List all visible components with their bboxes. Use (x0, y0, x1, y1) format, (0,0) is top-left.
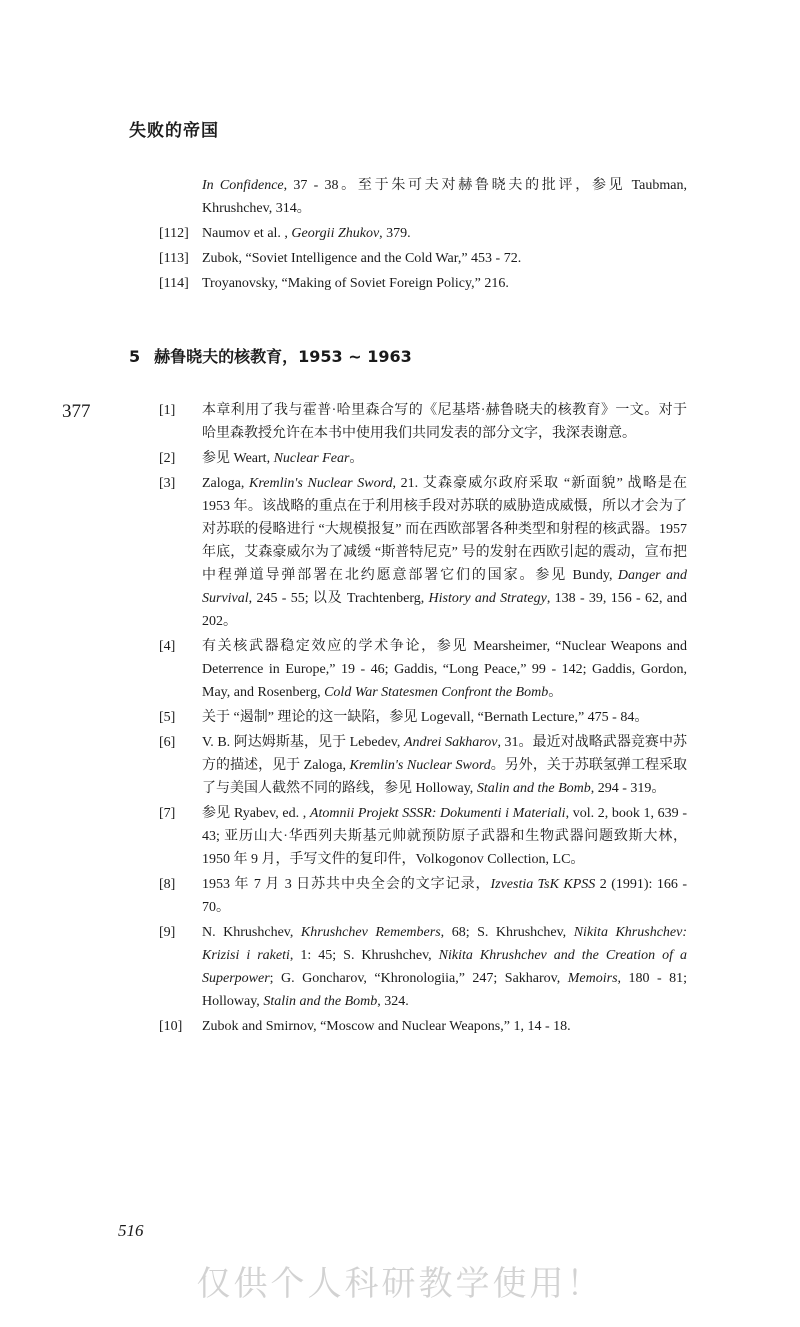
watermark: 仅供个人科研教学使用！ (196, 1264, 604, 1304)
footnote-text (202, 635, 687, 704)
footnote-title-italic: Kremlin's Nuclear Sword (349, 758, 491, 773)
footnote (159, 802, 687, 871)
footnote (159, 706, 687, 729)
footnote-title-italic: Khrushchev Remembers (300, 925, 441, 940)
footnote-title-italic: Georgii Zhukov (291, 226, 380, 241)
footnote-text (202, 272, 687, 295)
footnote-text (202, 174, 687, 220)
footnote-text (202, 247, 687, 270)
footnote-number: [7] (159, 806, 176, 821)
footnote-text (202, 802, 687, 871)
footnote (159, 873, 687, 919)
footnote (159, 1015, 687, 1038)
footnote-text-segment: , 324. (377, 994, 409, 1009)
footnote (159, 272, 687, 295)
footnote-text (202, 731, 687, 800)
footnote-number: [8] (159, 877, 176, 892)
footnote-text-segment: 有关核武器稳定效应的学术争论，参见 Mearsheimer, “Nuclear Weapons and Deterrence in Europe,” 19 - 46; Gaddis, “Long Peace,” 99 - 142; Gaddis, Gordon, May, and Rosenberg, (202, 639, 687, 700)
running-head: 失败的帝国 (129, 121, 219, 141)
footnote-text (202, 447, 687, 470)
footnote (159, 921, 687, 1013)
footnote-text (202, 873, 687, 919)
footnote (159, 174, 687, 220)
footnote-title-italic: Nikita Khrushchev and the Creation of a Superpower (202, 948, 687, 986)
footnote-number: [1] (159, 403, 176, 418)
footnote-number: [114] (159, 276, 189, 291)
footnote-title-italic: Memoirs (567, 971, 618, 986)
footnote-title-italic: Izvestia TsK KPSS (490, 877, 596, 892)
footnote-text-segment: , 180 - 81; Holloway, (202, 971, 687, 1009)
footnote-title-italic: Nikita Khrushchev: Krizisi i raketi (202, 925, 688, 963)
footnote-text-segment: , 294 - 319。 (590, 781, 666, 796)
footnote-text (202, 472, 687, 633)
footnote-title-italic: Stalin and the Bomb (263, 994, 378, 1009)
footnote-title-italic: Andrei Sakharov (403, 735, 498, 750)
footnote-title-italic: History and Strategy (428, 591, 547, 606)
footnote-title-italic: Danger and Survival (202, 568, 687, 606)
footnote-text-segment: 1953 年 7 月 3 日苏共中央全会的文字记录， (202, 877, 491, 892)
footnote-number: [5] (159, 710, 176, 725)
footnote (159, 447, 687, 470)
footnote (159, 247, 687, 270)
margin-page-reference: 377 (62, 401, 91, 422)
footnote-text-segment: Zubok, “Soviet Intelligence and the Cold War,” 453 - 72. (202, 251, 522, 266)
footnote-text-segment: , vol. 2, book 1, 639 - 43; 亚历山大·华西列夫斯基元帅就预防原子武器和生物武器问题致斯大林，1950 年 9 月，手写文件的复印件，Volkogonov Collection, LC。 (202, 806, 687, 867)
footnote (159, 222, 687, 245)
footnote-number: [9] (159, 925, 176, 940)
chapter-heading (129, 344, 412, 367)
footnote-text-segment: 。另外，关于苏联氢弹工程采取了与美国人截然不同的路线，参见 Holloway, (202, 758, 687, 796)
footnote-text-segment: , 68; S. Khrushchev, (440, 925, 574, 940)
footnote-text-segment: 参见 Weart, (202, 451, 274, 466)
footnote-text-segment: N. Khrushchev, (202, 925, 301, 940)
footnote-text-segment: 。 (548, 685, 563, 700)
footnote-text-segment: Zaloga, (202, 476, 250, 491)
chapter-notes-list (159, 399, 687, 1040)
footnote-text-segment: Zubok and Smirnov, “Moscow and Nuclear Weapons,” 1, 14 - 18. (202, 1019, 571, 1034)
footnote-text-segment: , 1: 45; S. Khrushchev, (289, 948, 439, 963)
footnote (159, 731, 687, 800)
footnote (159, 399, 687, 445)
footnote-title-italic: Cold War Statesmen Confront the Bomb (324, 685, 549, 700)
footnote-title-italic: Atomnii Projekt SSSR: Dokumenti i Materiali (309, 806, 566, 821)
chapter-number: 5 (129, 347, 141, 366)
footnote-number (159, 174, 202, 220)
footnote-text-segment: Naumov et al. , (202, 226, 292, 241)
footnote-number: [3] (159, 476, 176, 491)
footnote (159, 635, 687, 704)
footnote-text-segment: , 21. 艾森豪威尔政府采取 “新面貌” 战略是在 1953 年。该战略的重点在于利用核手段对苏联的威胁造成威慑，所以才会为了对苏联的侵略进行 “大规模报复” 而在西欧部署各种类型和射程的核武器。1957 年底，艾森豪威尔为了减缓 “斯普特尼克” 号的发射在西欧引起的震动，宣布把中程弹道导弹部署在北约愿意部署它们的国家。参见 Bundy, (202, 476, 688, 583)
footnote-text-segment: , 37 - 38。至于朱可夫对赫鲁晓夫的批评，参见 Taubman, Khrushchev, 314。 (202, 178, 687, 216)
footnote (159, 472, 687, 633)
footnote-text-segment: , 245 - 55; 以及 Trachtenberg, (248, 591, 429, 606)
footnote-text-segment: 2 (1991): 166 - 70。 (202, 877, 687, 915)
footnote-number: [10] (159, 1019, 183, 1034)
footnote-text (202, 706, 687, 729)
footnote-text-segment: Troyanovsky, “Making of Soviet Foreign Policy,” 216. (202, 276, 509, 291)
footnote-text-segment: , 31。最近对战略武器竞赛中苏方的描述，见于 Zaloga, (202, 735, 687, 773)
footnote-text (202, 399, 687, 445)
footnote-text-segment: 本章利用了我与霍普·哈里森合写的《尼基塔·赫鲁晓夫的核教育》一文。对于哈里森教授允许在本书中使用我们共同发表的部分文字，我深表谢意。 (202, 403, 687, 441)
footnote-number: [6] (159, 735, 176, 750)
footnote-number: [4] (159, 639, 176, 654)
footnote-text (202, 1015, 687, 1038)
footnote-text-segment: 。 (349, 451, 364, 466)
footnote-text-segment: 关于 “遏制” 理论的这一缺陷，参见 Logevall, “Bernath Lecture,” 475 - 84。 (202, 710, 649, 725)
chapter-title: 赫鲁晓夫的核教育，1953 ~ 1963 (154, 347, 412, 366)
footnote-title-italic: Stalin and the Bomb (476, 781, 591, 796)
footnote-title-italic: In Confidence (202, 178, 284, 193)
page-number: 516 (118, 1221, 144, 1240)
footnote-text-segment: , 138 - 39, 156 - 62, and 202。 (202, 591, 688, 629)
footnote-number: [112] (159, 226, 189, 241)
footnote-title-italic: Kremlin's Nuclear Sword (249, 476, 393, 491)
footnote-text-segment: , 379. (379, 226, 411, 241)
footnote-number: [113] (159, 251, 189, 266)
top-notes-list (159, 174, 687, 297)
footnote-text-segment: ; G. Goncharov, “Khronologiia,” 247; Sakharov, (269, 971, 568, 986)
footnote-number: [2] (159, 451, 176, 466)
footnote-text (202, 222, 687, 245)
footnote-title-italic: Nuclear Fear (273, 451, 350, 466)
footnote-text (202, 921, 687, 1013)
footnote-text-segment: 参见 Ryabev, ed. , (202, 806, 310, 821)
footnote-text-segment: V. B. 阿达姆斯基，见于 Lebedev, (202, 735, 404, 750)
